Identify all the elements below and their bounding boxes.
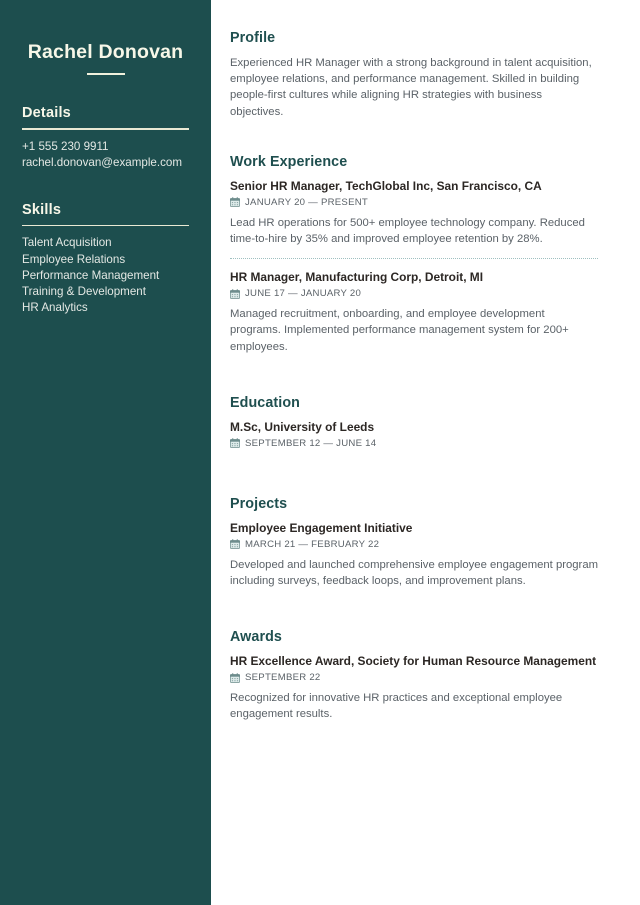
skills-heading: Skills <box>22 201 62 218</box>
profile-section <box>230 30 598 120</box>
spacer <box>230 456 598 496</box>
entry-separator <box>230 258 598 259</box>
name-underline-rule <box>87 73 125 75</box>
education-section <box>230 395 598 449</box>
work-entry-description: Managed recruitment, onboarding, and employee development programs. Implemented performance management system for 200+ employees. <box>230 308 569 353</box>
candidate-name: Rachel Donovan <box>27 41 184 63</box>
email-value[interactable]: rachel.donovan@example.com <box>22 156 182 170</box>
details-heading-rule <box>22 128 189 130</box>
education-entry-date <box>230 438 598 449</box>
work-entry-date-text: JUNE 17 — JANUARY 20 <box>245 288 362 300</box>
project-entry <box>230 521 598 589</box>
projects-section <box>230 496 598 589</box>
education-entry-title: M.Sc, University of Leeds <box>230 419 375 434</box>
calendar-icon <box>230 289 240 299</box>
work-entry-title: HR Manager, Manufacturing Corp, Detroit, MI <box>230 270 484 285</box>
award-entry <box>230 654 598 722</box>
skill-item: Performance Management <box>22 268 160 282</box>
award-entry-date <box>230 672 598 683</box>
spacer <box>230 589 598 629</box>
details-section <box>0 105 211 172</box>
skill-item: HR Analytics <box>22 301 88 315</box>
education-entry <box>230 420 598 449</box>
main-content <box>211 0 640 905</box>
project-entry-date <box>230 539 598 550</box>
calendar-icon <box>230 197 240 207</box>
sidebar <box>0 0 211 905</box>
work-experience-heading: Work Experience <box>230 153 348 170</box>
spacer <box>230 120 598 154</box>
skills-section <box>0 202 211 317</box>
work-entry-description: Lead HR operations for 500+ employee technology company. Reduced time-to-hire by 35% and improved employee retention by 28%. <box>230 216 585 246</box>
work-entry <box>230 179 598 247</box>
education-heading: Education <box>230 394 301 411</box>
projects-heading: Projects <box>230 495 288 512</box>
calendar-icon <box>230 438 240 448</box>
awards-section <box>230 629 598 722</box>
phone-value[interactable]: +1 555 230 9911 <box>22 139 109 153</box>
work-experience-section <box>230 154 598 355</box>
award-entry-description: Recognized for innovative HR practices and exceptional employee engagement results. <box>230 692 563 721</box>
project-entry-date-text: MARCH 21 — FEBRUARY 22 <box>245 538 380 550</box>
project-entry-title: Employee Engagement Initiative <box>230 520 413 535</box>
calendar-icon <box>230 673 240 683</box>
details-heading: Details <box>22 105 71 122</box>
award-entry-date-text: SEPTEMBER 22 <box>245 672 321 684</box>
work-entry-title: Senior HR Manager, TechGlobal Inc, San Francisco, CA <box>230 178 542 193</box>
skill-item: Talent Acquisition <box>22 236 112 250</box>
work-entry-date-text: JANUARY 20 — PRESENT <box>245 196 369 208</box>
work-entry-date <box>230 288 598 299</box>
name-block <box>0 0 211 75</box>
skills-heading-rule <box>22 225 189 227</box>
education-entry-date-text: SEPTEMBER 12 — JUNE 14 <box>245 437 377 449</box>
award-entry-title: HR Excellence Award, Society for Human Resource Management <box>230 654 597 669</box>
awards-heading: Awards <box>230 629 282 646</box>
profile-text: Experienced HR Manager with a strong background in talent acquisition, employee relations, and performance management. Skilled in building people-first cultures while aligning HR strategies with business objectives. <box>230 57 592 118</box>
skill-item: Training & Development <box>22 284 146 298</box>
work-entry-date <box>230 197 598 208</box>
skill-item: Employee Relations <box>22 252 126 266</box>
profile-heading: Profile <box>230 30 276 46</box>
work-entry <box>230 270 598 355</box>
project-entry-description: Developed and launched comprehensive employee engagement program including surveys, feedback loops, and improvement plans. <box>230 558 599 588</box>
spacer <box>230 355 598 395</box>
calendar-icon <box>230 539 240 549</box>
